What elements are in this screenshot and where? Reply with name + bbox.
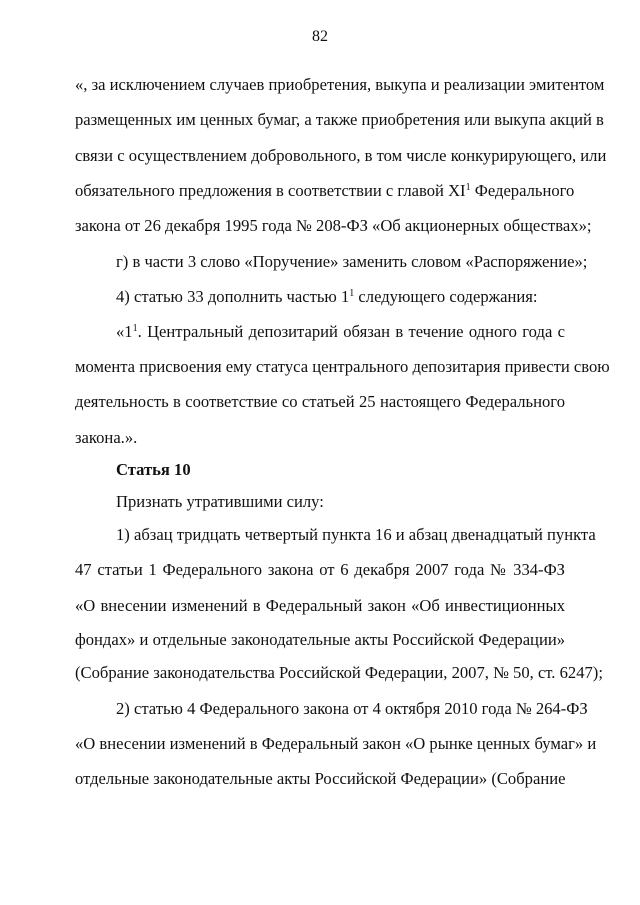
text-line: г) в части 3 слово «Поручение» заменить словом «Распоряжение»; — [116, 252, 588, 271]
text-line: «, за исключением случаев приобретения, выкупа и реализации эмитентом — [75, 75, 605, 94]
text-line: «О внесении изменений в Федеральный закон «Об инвестиционных — [75, 596, 565, 615]
text-fragment: Федерального — [470, 181, 575, 200]
text-line — [75, 181, 575, 201]
text-fragment: следующего содержания: — [354, 287, 538, 306]
superscript: 1 — [349, 288, 355, 299]
text-line: (Собрание законодательства Российской Федерации, 2007, № 50, ст. 6247); — [75, 663, 603, 682]
text-line: деятельность в соответствие со статьей 25 настоящего Федерального — [75, 392, 565, 411]
text-line: закона.». — [75, 428, 138, 447]
text-fragment: 4) статью 33 дополнить частью 1 — [116, 287, 350, 306]
text-line: «О внесении изменений в Федеральный закон «О рынке ценных бумаг» и — [75, 734, 597, 753]
text-line: отдельные законодательные акты Российской Федерации» (Собрание — [75, 769, 566, 788]
superscript: 1 — [465, 182, 471, 193]
text-line: 47 статьи 1 Федерального закона от 6 декабря 2007 года № 334-ФЗ — [75, 560, 565, 579]
text-line: 2) статью 4 Федерального закона от 4 октября 2010 года № 264-ФЗ — [116, 699, 588, 718]
text-line — [116, 287, 537, 307]
text-line: связи с осуществлением добровольного, в том числе конкурирующего, или — [75, 146, 607, 165]
page-number: 82 — [312, 28, 328, 45]
article-heading: Статья 10 — [116, 460, 191, 479]
text-fragment: обязательного предложения в соответствии с главой XI — [75, 181, 466, 200]
text-line — [116, 322, 565, 342]
text-line: 1) абзац тридцать четвертый пункта 16 и абзац двенадцатый пункта — [116, 525, 596, 544]
text-line: закона от 26 декабря 1995 года № 208-ФЗ «Об акционерных обществах»; — [75, 216, 592, 235]
text-fragment: «1 — [116, 322, 133, 341]
text-line: размещенных им ценных бумаг, а также приобретения или выкупа акций в — [75, 110, 604, 129]
text-line: Признать утратившими силу: — [116, 492, 324, 511]
text-line: момента присвоения ему статуса центрального депозитария привести свою — [75, 357, 610, 376]
text-line: фондах» и отдельные законодательные акты Российской Федерации» — [75, 630, 565, 649]
superscript: 1 — [132, 323, 138, 334]
text-fragment: . Центральный депозитарий обязан в течение одного года с — [137, 322, 565, 341]
